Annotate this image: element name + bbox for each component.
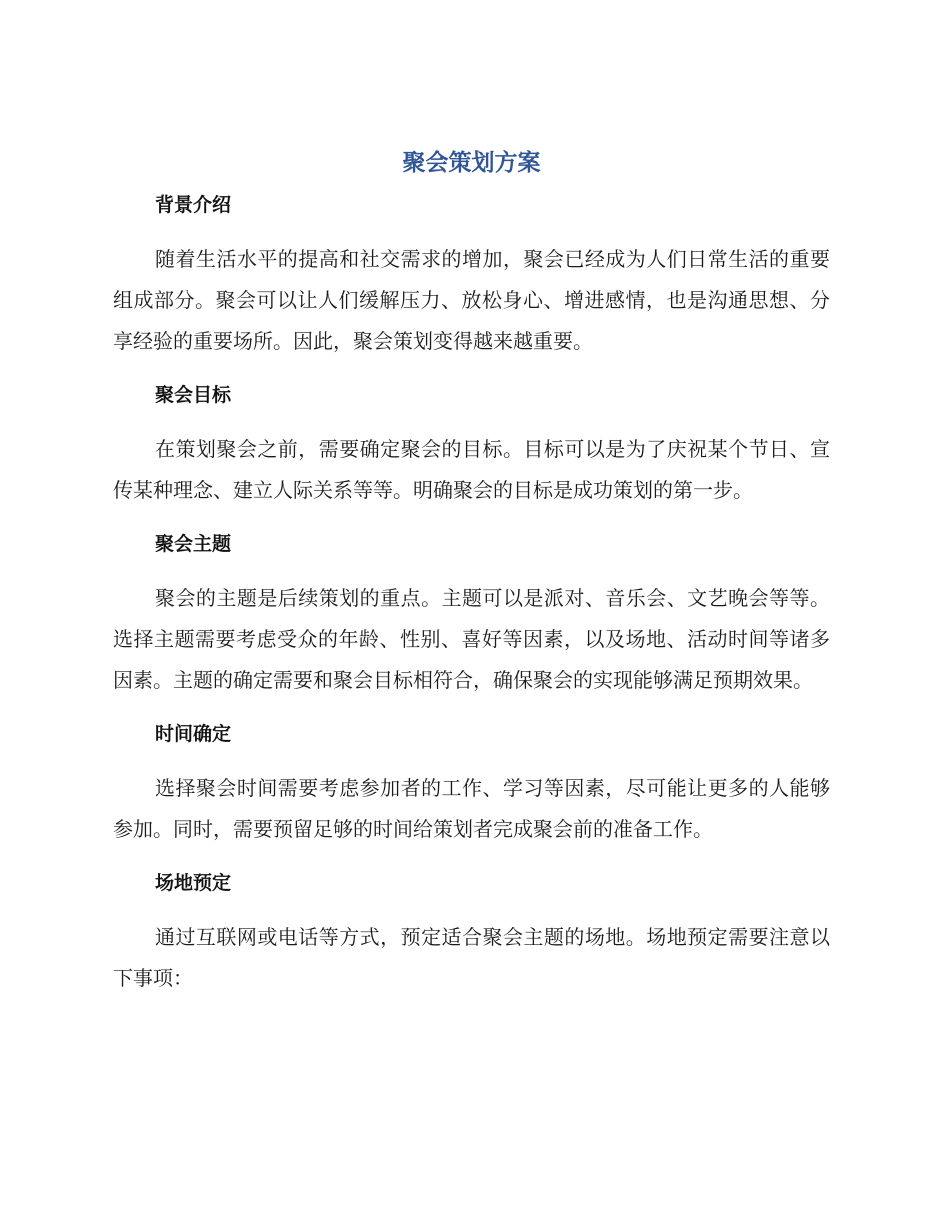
section-body-venue: 通过互联网或电话等方式，预定适合聚会主题的场地。场地预定需要注意以下事项： [113,925,830,990]
section-heading-goal: 聚会目标 [155,384,232,406]
section-heading-time: 时间确定 [155,723,232,745]
document-content [113,142,830,999]
section-heading-theme: 聚会主题 [155,533,232,555]
section-heading-venue: 场地预定 [155,872,232,894]
section-heading-background: 背景介绍 [155,194,232,216]
section-body-background: 随着生活水平的提高和社交需求的增加，聚会已经成为人们日常生活的重要组成部分。聚会可以让人们缓解压力、放松身心、增进感情，也是沟通思想、分享经验的重要场所。因此，聚会策划变得越来越重要。 [113,247,830,353]
document-title: 聚会策划方案 [402,150,541,176]
section-body-goal: 在策划聚会之前，需要确定聚会的目标。目标可以是为了庆祝某个节日、宣传某种理念、建立人际关系等等。明确聚会的目标是成功策划的第一步。 [113,437,830,502]
section-body-theme: 聚会的主题是后续策划的重点。主题可以是派对、音乐会、文艺晚会等等。选择主题需要考虑受众的年龄、性别、喜好等因素，以及场地、活动时间等诸多因素。主题的确定需要和聚会目标相符合，确保聚会的实现能够满足预期效果。 [113,586,830,692]
section-body-time: 选择聚会时间需要考虑参加者的工作、学习等因素，尽可能让更多的人能够参加。同时，需要预留足够的时间给策划者完成聚会前的准备工作。 [113,776,830,841]
